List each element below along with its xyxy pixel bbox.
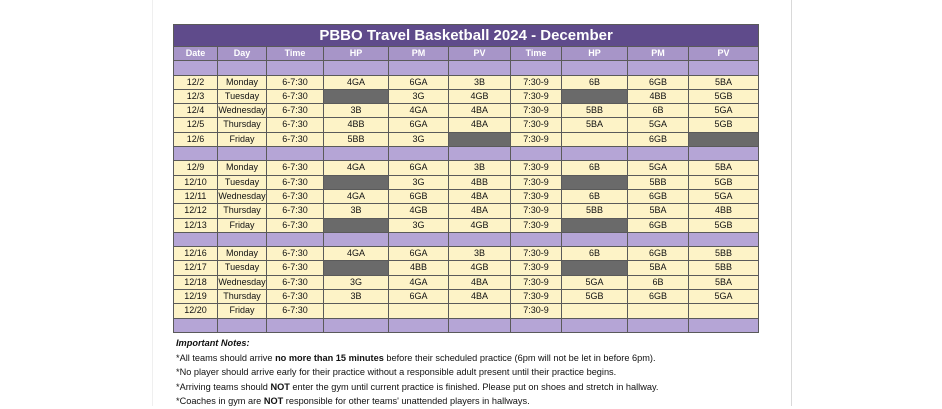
separator-cell	[689, 232, 759, 246]
schedule-cell: 3B	[449, 75, 511, 89]
separator-cell	[628, 232, 689, 246]
separator-cell	[689, 318, 759, 332]
schedule-cell: 3G	[389, 132, 449, 146]
schedule-cell: 5BA	[562, 118, 628, 132]
schedule-cell: 5BB	[689, 247, 759, 261]
schedule-row	[174, 161, 759, 175]
schedule-cell: 6GA	[389, 118, 449, 132]
note-text: enter the gym until current practice is finished. Please put on shoes and stretch in hallway.	[289, 381, 659, 392]
schedule-cell: 5BA	[689, 275, 759, 289]
column-header: PM	[628, 47, 689, 61]
schedule-cell: 6-7:30	[267, 118, 324, 132]
schedule-cell: 5GA	[628, 161, 689, 175]
separator-cell	[562, 318, 628, 332]
unavailable-slot	[449, 132, 511, 146]
schedule-cell	[389, 304, 449, 318]
schedule-cell: Wednesday	[218, 189, 267, 203]
schedule-cell: 7:30-9	[511, 304, 562, 318]
unavailable-slot	[562, 261, 628, 275]
schedule-cell: 3B	[324, 204, 389, 218]
schedule-cell: 4GA	[389, 104, 449, 118]
schedule-cell: 5GA	[689, 104, 759, 118]
schedule-row	[174, 261, 759, 275]
schedule-cell: 7:30-9	[511, 89, 562, 103]
separator-cell	[389, 318, 449, 332]
schedule-cell: 7:30-9	[511, 132, 562, 146]
separator-cell	[511, 232, 562, 246]
schedule-cell: 6-7:30	[267, 75, 324, 89]
schedule-body	[174, 61, 759, 333]
schedule-cell: 6GB	[628, 189, 689, 203]
separator-cell	[324, 232, 389, 246]
schedule-cell: 5BA	[689, 75, 759, 89]
schedule-cell: 5GB	[689, 175, 759, 189]
column-header: PV	[689, 47, 759, 61]
schedule-cell: Wednesday	[218, 275, 267, 289]
separator-cell	[628, 147, 689, 161]
column-header: HP	[562, 47, 628, 61]
schedule-cell: 6-7:30	[267, 204, 324, 218]
schedule-cell: 6-7:30	[267, 275, 324, 289]
schedule-row	[174, 104, 759, 118]
schedule-cell: 5GA	[628, 118, 689, 132]
unavailable-slot	[324, 89, 389, 103]
schedule-row	[174, 75, 759, 89]
schedule-cell: 12/9	[174, 161, 218, 175]
schedule-cell: 5GA	[689, 189, 759, 203]
schedule-cell: 5GA	[562, 275, 628, 289]
separator-cell	[562, 61, 628, 75]
separator-cell	[689, 147, 759, 161]
schedule-cell	[562, 304, 628, 318]
schedule-cell: 6-7:30	[267, 175, 324, 189]
note-emphasis: no more than 15 minutes	[275, 352, 384, 363]
schedule-cell: 5BB	[689, 261, 759, 275]
separator-cell	[218, 147, 267, 161]
schedule-cell: 4GB	[389, 204, 449, 218]
schedule-row	[174, 189, 759, 203]
column-header: Date	[174, 47, 218, 61]
schedule-cell: 6-7:30	[267, 161, 324, 175]
schedule-cell: 3B	[449, 247, 511, 261]
schedule-cell: 7:30-9	[511, 175, 562, 189]
schedule-cell: 5BB	[562, 204, 628, 218]
schedule-cell: Friday	[218, 304, 267, 318]
note-text: before their scheduled practice (6pm will not be let in before 6pm).	[383, 352, 656, 363]
separator-cell	[449, 318, 511, 332]
separator-cell	[389, 147, 449, 161]
separator-cell	[218, 232, 267, 246]
schedule-cell: 5GA	[689, 290, 759, 304]
week-separator-row	[174, 147, 759, 161]
schedule-cell: 6B	[562, 161, 628, 175]
week-separator-row	[174, 232, 759, 246]
schedule-cell: 6GA	[389, 247, 449, 261]
separator-cell	[218, 61, 267, 75]
column-header: Time	[267, 47, 324, 61]
schedule-cell: 3B	[324, 104, 389, 118]
separator-cell	[628, 61, 689, 75]
separator-cell	[511, 61, 562, 75]
note-adult-supervision: *No player should arrive early for their practice without a responsible adult present until their practice begins.	[176, 367, 617, 377]
separator-cell	[511, 147, 562, 161]
schedule-cell: Monday	[218, 247, 267, 261]
schedule-cell: 6-7:30	[267, 104, 324, 118]
separator-cell	[324, 318, 389, 332]
schedule-cell: 7:30-9	[511, 75, 562, 89]
unavailable-slot	[562, 89, 628, 103]
schedule-cell: Thursday	[218, 118, 267, 132]
separator-cell	[218, 318, 267, 332]
schedule-cell: 4GA	[324, 75, 389, 89]
schedule-cell: 4BA	[449, 275, 511, 289]
schedule-cell: 12/3	[174, 89, 218, 103]
note-text: *Coaches in gym are	[176, 396, 264, 406]
schedule-cell: 5BB	[324, 132, 389, 146]
unavailable-slot	[324, 218, 389, 232]
schedule-cell: 6-7:30	[267, 189, 324, 203]
separator-cell	[562, 147, 628, 161]
schedule-cell: 4GB	[449, 89, 511, 103]
schedule-cell: 4BA	[449, 104, 511, 118]
separator-cell	[267, 61, 324, 75]
schedule-sheet	[173, 24, 758, 333]
schedule-cell	[628, 304, 689, 318]
separator-cell	[389, 61, 449, 75]
schedule-cell: 6GA	[389, 75, 449, 89]
schedule-row	[174, 204, 759, 218]
schedule-cell: 3G	[324, 275, 389, 289]
separator-cell	[389, 232, 449, 246]
separator-cell	[174, 147, 218, 161]
schedule-cell: Thursday	[218, 290, 267, 304]
schedule-cell: Monday	[218, 161, 267, 175]
schedule-cell: 6GB	[628, 75, 689, 89]
schedule-cell: 7:30-9	[511, 104, 562, 118]
schedule-cell: 6-7:30	[267, 261, 324, 275]
schedule-cell: 12/12	[174, 204, 218, 218]
note-coach-responsibility	[176, 394, 776, 409]
schedule-cell: 6B	[628, 275, 689, 289]
schedule-cell: Friday	[218, 218, 267, 232]
schedule-cell: 5GB	[689, 218, 759, 232]
schedule-cell: 4BB	[689, 204, 759, 218]
separator-cell	[449, 61, 511, 75]
schedule-cell: 6GB	[628, 247, 689, 261]
separator-cell	[562, 232, 628, 246]
schedule-cell: 7:30-9	[511, 161, 562, 175]
schedule-cell: 6GA	[389, 290, 449, 304]
schedule-table	[173, 24, 759, 333]
separator-cell	[267, 232, 324, 246]
schedule-cell: Tuesday	[218, 175, 267, 189]
schedule-cell: 12/10	[174, 175, 218, 189]
column-header: HP	[324, 47, 389, 61]
schedule-cell: 6GA	[389, 161, 449, 175]
schedule-cell: 4BB	[628, 89, 689, 103]
schedule-row	[174, 290, 759, 304]
schedule-cell: 3G	[389, 175, 449, 189]
schedule-cell: 4GA	[324, 189, 389, 203]
schedule-cell: 4BB	[389, 261, 449, 275]
schedule-cell: 12/13	[174, 218, 218, 232]
separator-cell	[324, 147, 389, 161]
column-header: Time	[511, 47, 562, 61]
schedule-row	[174, 247, 759, 261]
schedule-cell: 12/16	[174, 247, 218, 261]
schedule-cell: 7:30-9	[511, 218, 562, 232]
schedule-cell	[562, 132, 628, 146]
schedule-cell: 7:30-9	[511, 261, 562, 275]
schedule-cell: 6GB	[628, 132, 689, 146]
schedule-cell: 5BA	[628, 204, 689, 218]
schedule-cell	[324, 304, 389, 318]
schedule-cell: 4GA	[389, 275, 449, 289]
note-arrival-time	[176, 351, 776, 366]
schedule-cell: 6-7:30	[267, 132, 324, 146]
schedule-cell: Monday	[218, 75, 267, 89]
week-separator-row	[174, 318, 759, 332]
schedule-cell: 7:30-9	[511, 204, 562, 218]
separator-cell	[267, 318, 324, 332]
schedule-cell: 6-7:30	[267, 247, 324, 261]
schedule-cell: Wednesday	[218, 104, 267, 118]
unavailable-slot	[562, 218, 628, 232]
separator-cell	[511, 318, 562, 332]
schedule-row	[174, 304, 759, 318]
schedule-row	[174, 89, 759, 103]
schedule-cell: Friday	[218, 132, 267, 146]
schedule-row	[174, 275, 759, 289]
separator-cell	[174, 232, 218, 246]
note-gym-entry	[176, 380, 776, 395]
schedule-row	[174, 132, 759, 146]
important-notes	[176, 336, 776, 409]
separator-cell	[449, 147, 511, 161]
notes-heading: Important Notes:	[176, 338, 250, 348]
schedule-cell: 7:30-9	[511, 118, 562, 132]
schedule-cell: 6B	[562, 189, 628, 203]
schedule-cell: 5BB	[562, 104, 628, 118]
schedule-cell: 4BA	[449, 118, 511, 132]
schedule-cell: 3B	[324, 290, 389, 304]
unavailable-slot	[562, 175, 628, 189]
schedule-cell: 4BA	[449, 189, 511, 203]
schedule-cell: 4BB	[449, 175, 511, 189]
column-header: PV	[449, 47, 511, 61]
schedule-row	[174, 218, 759, 232]
separator-cell	[689, 61, 759, 75]
schedule-cell: 12/5	[174, 118, 218, 132]
schedule-cell: 6B	[628, 104, 689, 118]
schedule-cell: 3G	[389, 89, 449, 103]
schedule-cell: 3B	[449, 161, 511, 175]
schedule-row	[174, 175, 759, 189]
schedule-cell: 12/6	[174, 132, 218, 146]
separator-cell	[628, 318, 689, 332]
unavailable-slot	[324, 261, 389, 275]
schedule-cell: 6-7:30	[267, 304, 324, 318]
schedule-cell: 12/17	[174, 261, 218, 275]
schedule-cell: 4GB	[449, 261, 511, 275]
schedule-cell: 3G	[389, 218, 449, 232]
note-text: responsible for other teams' unattended players in hallways.	[283, 396, 530, 406]
schedule-cell: 12/2	[174, 75, 218, 89]
schedule-cell: 6GB	[628, 290, 689, 304]
separator-cell	[174, 61, 218, 75]
schedule-cell: 7:30-9	[511, 290, 562, 304]
schedule-cell: 7:30-9	[511, 275, 562, 289]
separator-cell	[449, 232, 511, 246]
week-separator-row	[174, 61, 759, 75]
note-text: *All teams should arrive	[176, 352, 276, 363]
schedule-cell: 4BA	[449, 290, 511, 304]
schedule-cell: 4BB	[324, 118, 389, 132]
schedule-cell: 5GB	[689, 89, 759, 103]
note-text: *Arriving teams should	[176, 381, 271, 392]
schedule-cell: 4GA	[324, 161, 389, 175]
schedule-cell: 12/19	[174, 290, 218, 304]
column-header: PM	[389, 47, 449, 61]
unavailable-slot	[689, 132, 759, 146]
schedule-cell: 7:30-9	[511, 189, 562, 203]
schedule-cell: 5BA	[689, 161, 759, 175]
schedule-cell: 12/18	[174, 275, 218, 289]
schedule-cell: Thursday	[218, 204, 267, 218]
schedule-cell: 5BB	[628, 175, 689, 189]
separator-cell	[174, 318, 218, 332]
schedule-cell: 4GA	[324, 247, 389, 261]
schedule-cell: Tuesday	[218, 89, 267, 103]
schedule-cell: 4BA	[449, 204, 511, 218]
schedule-cell: 6GB	[628, 218, 689, 232]
schedule-cell: 5GB	[689, 118, 759, 132]
schedule-cell: 12/11	[174, 189, 218, 203]
schedule-cell: 6B	[562, 247, 628, 261]
schedule-cell: 6-7:30	[267, 290, 324, 304]
schedule-cell: 6-7:30	[267, 89, 324, 103]
schedule-cell: 6-7:30	[267, 218, 324, 232]
schedule-cell: 7:30-9	[511, 247, 562, 261]
column-header-row	[174, 47, 759, 61]
schedule-cell	[449, 304, 511, 318]
schedule-cell: 6B	[562, 75, 628, 89]
schedule-title: PBBO Travel Basketball 2024 - December	[174, 25, 759, 47]
schedule-cell: 6GB	[389, 189, 449, 203]
schedule-cell: 12/4	[174, 104, 218, 118]
column-header: Day	[218, 47, 267, 61]
schedule-row	[174, 118, 759, 132]
schedule-cell: 12/20	[174, 304, 218, 318]
schedule-cell	[689, 304, 759, 318]
unavailable-slot	[324, 175, 389, 189]
schedule-cell: 4GB	[449, 218, 511, 232]
schedule-cell: Tuesday	[218, 261, 267, 275]
note-emphasis: NOT	[270, 381, 290, 392]
note-emphasis: NOT	[263, 396, 284, 406]
schedule-cell: 5GB	[562, 290, 628, 304]
separator-cell	[324, 61, 389, 75]
schedule-cell: 5BA	[628, 261, 689, 275]
separator-cell	[267, 147, 324, 161]
